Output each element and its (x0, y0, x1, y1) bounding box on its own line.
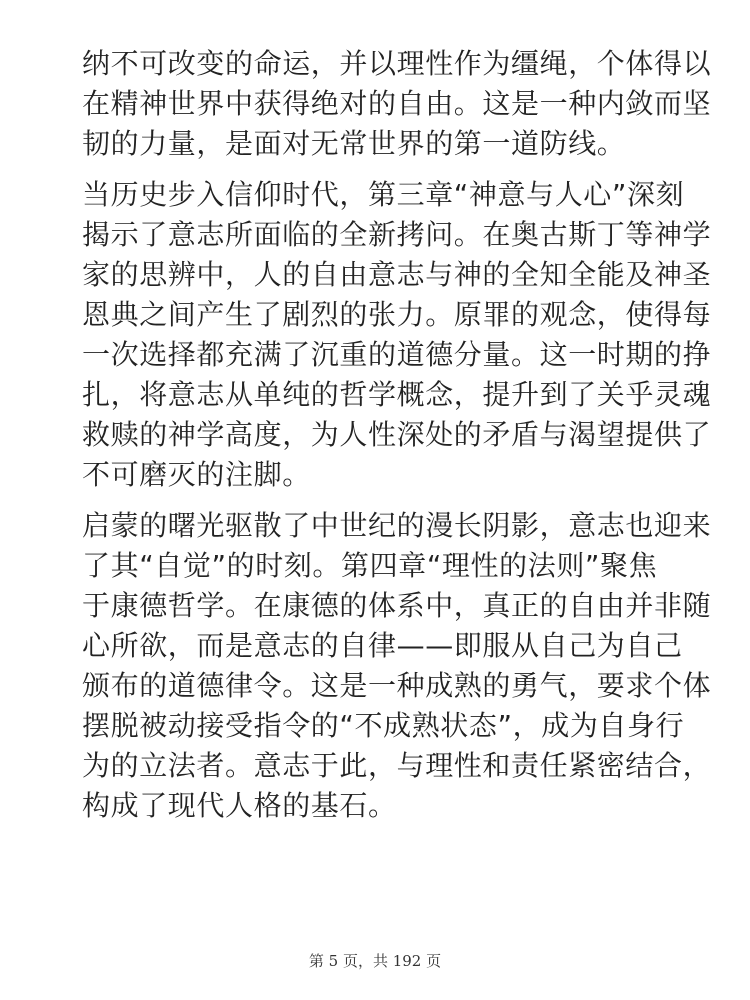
text-line: 摆脱被动接受指令的“不成熟状态”，成为自身行 (82, 709, 685, 742)
text-line: 于康德哲学。在康德的体系中，真正的自由并非随 (82, 589, 712, 622)
text-line: 扎，将意志从单纯的哲学概念，提升到了关乎灵魂 (82, 378, 712, 411)
paragraph-1 (82, 44, 712, 164)
text-line: 构成了现代人格的基石。 (82, 789, 397, 822)
body-text (82, 44, 712, 837)
text-line: 当历史步入信仰时代，第三章“神意与人心”深刻 (82, 178, 685, 211)
text-line: 启蒙的曙光驱散了中世纪的漫长阴影，意志也迎来 (82, 509, 712, 542)
paragraph-3 (82, 506, 712, 826)
text-line: 家的思辨中，人的自由意志与神的全知全能及神圣 (82, 258, 712, 291)
text-line: 为的立法者。意志于此，与理性和责任紧密结合， (82, 749, 712, 782)
text-line: 一次选择都充满了沉重的道德分量。这一时期的挣 (82, 338, 712, 371)
text-line: 了其“自觉”的时刻。第四章“理性的法则”聚焦 (82, 549, 658, 582)
text-line: 在精神世界中获得绝对的自由。这是一种内敛而坚 (82, 87, 712, 120)
paragraph-2 (82, 175, 712, 495)
page-number: 第 5 页，共 192 页 (308, 952, 442, 970)
text-line: 救赎的神学高度，为人性深处的矛盾与渴望提供了 (82, 418, 712, 451)
text-line: 心所欲，而是意志的自律——即服从自己为自己 (82, 629, 683, 662)
text-line: 纳不可改变的命运，并以理性作为缰绳，个体得以 (82, 47, 712, 80)
text-line: 揭示了意志所面临的全新拷问。在奥古斯丁等神学 (82, 218, 712, 251)
text-line: 颁布的道德律令。这是一种成熟的勇气，要求个体 (82, 669, 712, 702)
text-line: 不可磨灭的注脚。 (82, 458, 311, 491)
text-line: 恩典之间产生了剧烈的张力。原罪的观念，使得每 (82, 298, 712, 331)
text-line: 韧的力量，是面对无常世界的第一道防线。 (82, 127, 626, 160)
